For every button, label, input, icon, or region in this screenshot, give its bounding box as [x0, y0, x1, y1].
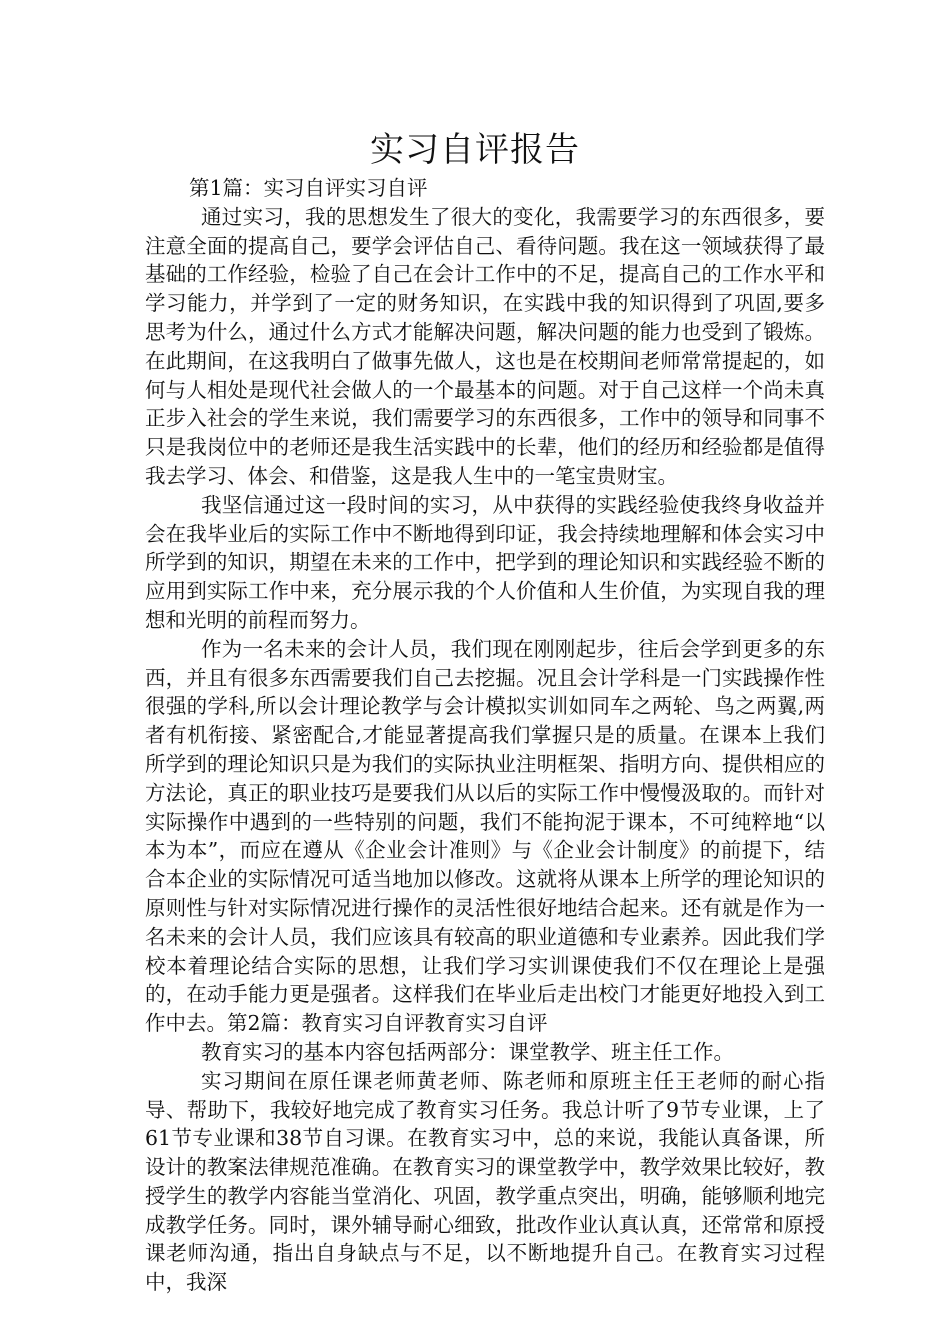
section-heading-1: 第1篇：实习自评实习自评 — [189, 176, 428, 200]
body-paragraph-2: 我坚信通过这一段时间的实习，从中获得的实践经验使我终身收益并会在我毕业后的实际工作中不断地得到印证，我会持续地理解和体会实习中所学到的知识，期望在未来的工作中，把学到的理论知识和实践经验不断的应用到实际工作中来，充分展示我的个人价值和人生价值，为实现自我的理想和光明的前程而努力。 — [145, 492, 825, 632]
body-paragraph-3: 作为一名未来的会计人员，我们现在刚刚起步，往后会学到更多的东西，并且有很多东西需要我们自己去挖掘。况且会计学科是一门实践操作性很强的学科,所以会计理论教学与会计模拟实训如同车之两轮、鸟之两翼,两者有机衔接、紧密配合,才能显著提高我们掌握只是的质量。在课本上我们所学到的理论知识只是为我们的实际执业注明框架、指明方向、提供相应的方法论，真正的职业技巧是要我们从以后的实际工作中慢慢汲取的。而针对实际操作中遇到的一些特别的问题，我们不能拘泥于课本，不可纯粹地“以本为本”，而应在遵从《企业会计准则》与《企业会计制度》的前提下，结合本企业的实际情况可适当地加以修改。这就将从课本上所学的理论知识的原则性与针对实际情况进行操作的灵活性很好地结合起来。还有就是作为一名未来的会计人员，我们应该具有较高的职业道德和专业素养。因此我们学校本着理论结合实际的思想，让我们学习实训课使我们不仅在理论上是强的，在动手能力更是强者。这样我们在毕业后走出校门才能更好地投入到工作中去。第2篇：教育实习自评教育实习自评 — [145, 636, 825, 1036]
document-title: 实习自评报告 — [370, 130, 580, 170]
body-paragraph-5: 实习期间在原任课老师黄老师、陈老师和原班主任王老师的耐心指导、帮助下，我较好地完成了教育实习任务。我总计听了9节专业课，上了61节专业课和38节自习课。在教育实习中，总的来说，我能认真备课，所设计的教案法律规范准确。在教育实习的课堂教学中，教学效果比较好，教授学生的教学内容能当堂消化、巩固，教学重点突出，明确，能够顺利地完成教学任务。同时，课外辅导耐心细致，批改作业认真认真，还常常和原授课老师沟通，指出自身缺点与不足，以不断地提升自己。在教育实习过程中，我深 — [145, 1068, 825, 1295]
body-paragraph-1: 通过实习，我的思想发生了很大的变化，我需要学习的东西很多，要注意全面的提高自己，要学会评估自己、看待问题。我在这一领域获得了最基础的工作经验，检验了自己在会计工作中的不足，提高自己的工作水平和学习能力，并学到了一定的财务知识，在实践中我的知识得到了巩固,要多思考为什么，通过什么方式才能解决问题，解决问题的能力也受到了锻炼。在此期间，在这我明白了做事先做人，这也是在校期间老师常常提起的，如何与人相处是现代社会做人的一个最基本的问题。对于自己这样一个尚未真正步入社会的学生来说，我们需要学习的东西很多，工作中的领导和同事不只是我岗位中的老师还是我生活实践中的长辈，他们的经历和经验都是值得我去学习、体会、和借鉴，这是我人生中的一笔宝贵财宝。 — [145, 204, 825, 488]
body-paragraph-4: 教育实习的基本内容包括两部分：课堂教学、班主任工作。 — [201, 1039, 734, 1064]
document-body — [145, 174, 825, 1297]
